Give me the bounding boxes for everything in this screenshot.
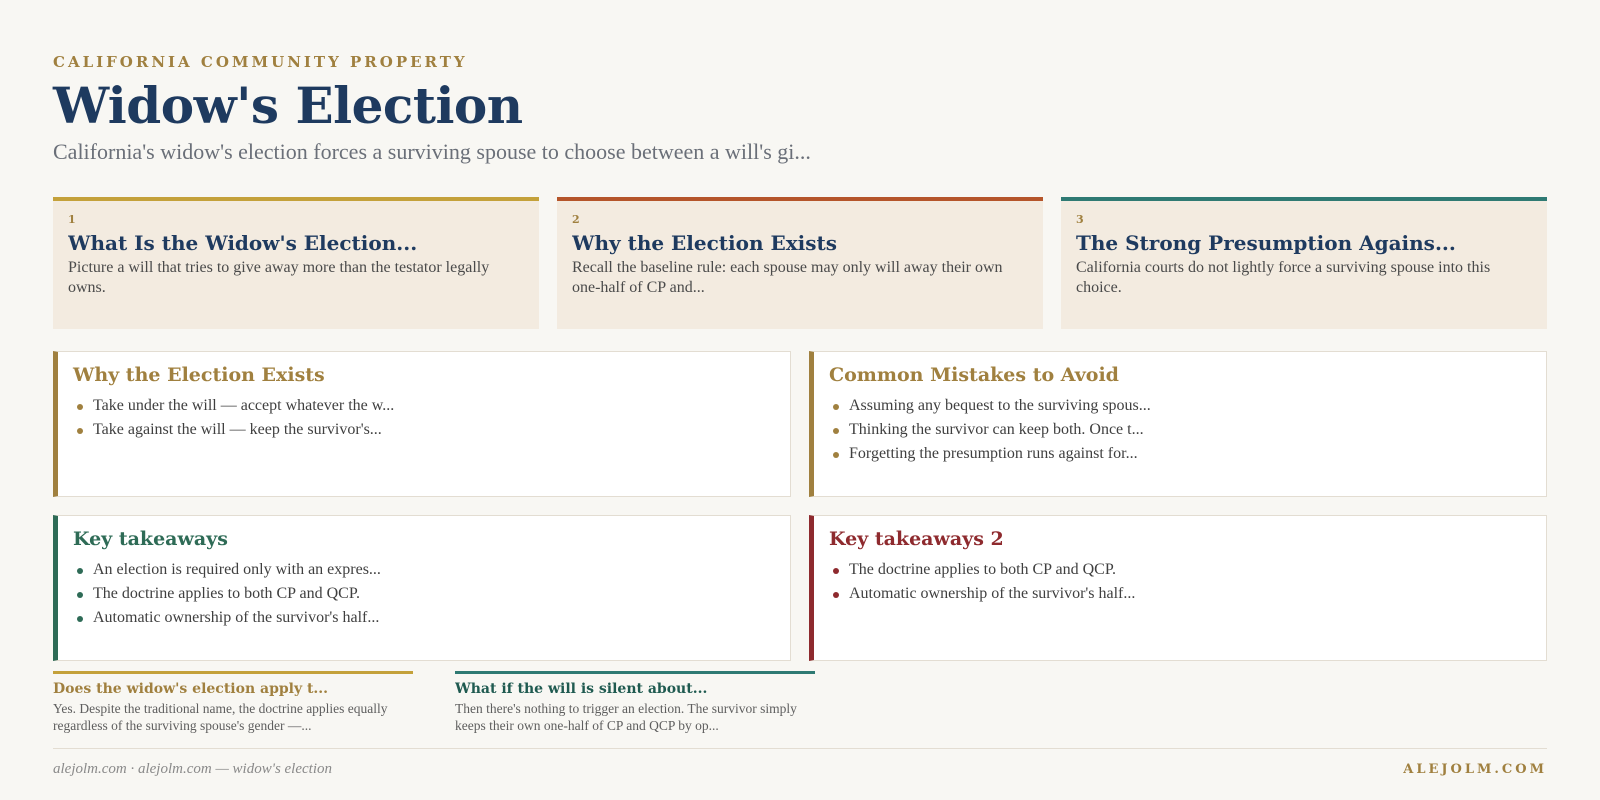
bullet-icon (833, 568, 839, 574)
summary-card (557, 197, 1043, 329)
summary-cards (53, 197, 1547, 329)
list-item (73, 582, 775, 606)
panel-common-mistakes (809, 351, 1547, 497)
card-title: Why the Election Exists (572, 231, 837, 255)
list-item (73, 394, 775, 418)
footer-credit: alejolm.com · alejolm.com — widow's election (53, 761, 333, 777)
summary-card (53, 197, 539, 329)
list-item-text: Take against the will — keep the survivor's... (93, 421, 382, 438)
bullet-icon (77, 428, 83, 434)
panel-title: Key takeaways (73, 528, 228, 550)
list-item (829, 558, 1531, 582)
list-item (73, 418, 775, 442)
list-item-text: Forgetting the presumption runs against for... (849, 445, 1138, 462)
card-number: 3 (1076, 213, 1084, 226)
list-item-text: Thinking the survivor can keep both. Once t... (849, 421, 1144, 438)
panel-key-takeaways (53, 515, 791, 661)
list-item-text: The doctrine applies to both CP and QCP. (849, 561, 1116, 578)
list-item-text: Automatic ownership of the survivor's half... (93, 609, 380, 626)
panel-title: Key takeaways 2 (829, 528, 1004, 550)
bullet-icon (77, 568, 83, 574)
card-number: 1 (68, 213, 76, 226)
page-subtitle: California's widow's election forces a surviving spouse to choose between a will's gi... (53, 139, 811, 164)
faq-answer: Then there's nothing to trigger an election. The survivor simply keeps their own one-half of CP and QCP by op... (455, 701, 797, 733)
list-item (829, 442, 1531, 466)
faq-question: Does the widow's election apply t... (53, 681, 329, 697)
faq-question: What if the will is silent about... (455, 681, 708, 697)
eyebrow-label: CALIFORNIA COMMUNITY PROPERTY (53, 53, 468, 71)
bullet-icon (833, 592, 839, 598)
list-item-text: Automatic ownership of the survivor's half... (849, 585, 1136, 602)
list-item-text: Take under the will — accept whatever the w... (93, 397, 395, 414)
bullet-icon (77, 404, 83, 410)
footer-brand-link[interactable]: ALEJOLM.COM (1403, 762, 1547, 777)
faq-divider (53, 671, 413, 674)
panel-why-election-exists (53, 351, 791, 497)
faq-answer: Yes. Despite the traditional name, the doctrine applies equally regardless of the surviving spouse's gender —... (53, 701, 388, 733)
panel-list (829, 394, 1531, 466)
list-item (829, 418, 1531, 442)
list-item (829, 582, 1531, 606)
card-body: Recall the baseline rule: each spouse may only will away their own one-half of CP and... (572, 259, 1003, 296)
list-item-text: An election is required only with an expres... (93, 561, 381, 578)
list-item-text: The doctrine applies to both CP and QCP. (93, 585, 360, 602)
list-item (73, 606, 775, 630)
bullet-icon (77, 592, 83, 598)
card-title: The Strong Presumption Agains... (1076, 231, 1456, 255)
faq-item (53, 671, 413, 734)
list-item (73, 558, 775, 582)
footer-divider (53, 748, 1547, 749)
panel-list (73, 394, 775, 442)
panel-title: Why the Election Exists (73, 364, 325, 386)
faq-divider (455, 671, 815, 674)
panel-list (73, 558, 775, 630)
card-body: Picture a will that tries to give away more than the testator legally owns. (68, 259, 490, 296)
page (53, 0, 1547, 800)
card-title: What Is the Widow's Election... (68, 231, 418, 255)
bullet-icon (833, 452, 839, 458)
bullet-icon (833, 428, 839, 434)
panel-title: Common Mistakes to Avoid (829, 364, 1119, 386)
bullet-icon (833, 404, 839, 410)
summary-card (1061, 197, 1547, 329)
list-item (829, 394, 1531, 418)
panel-key-takeaways-2 (809, 515, 1547, 661)
panel-list (829, 558, 1531, 606)
faq-item (455, 671, 815, 734)
card-number: 2 (572, 213, 580, 226)
bullet-icon (77, 616, 83, 622)
list-item-text: Assuming any bequest to the surviving spous... (849, 397, 1151, 414)
page-title: Widow's Election (53, 76, 523, 135)
card-body: California courts do not lightly force a surviving spouse into this choice. (1076, 259, 1491, 296)
